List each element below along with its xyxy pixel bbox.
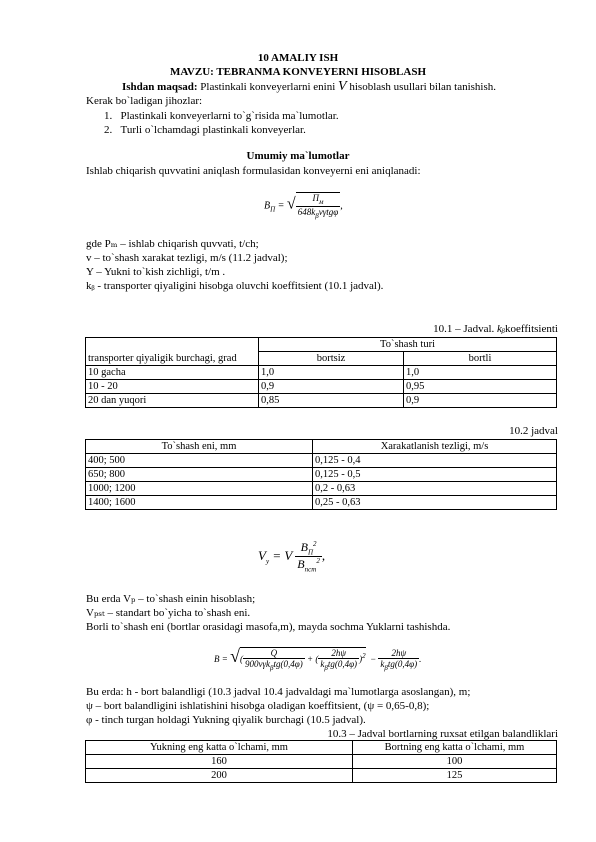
definition-line: Vₚₛₜ – standart bo`yicha to`shash eni. [86, 607, 251, 619]
table-row: 10 - 20 0,9 0,95 [86, 380, 557, 394]
goal-line [122, 80, 496, 94]
definition-line: v – to`shash xarakat tezligi, m/s (11.2 jadval); [86, 252, 288, 264]
goal-var: V [338, 79, 347, 94]
table-row: 200 125 [86, 769, 557, 783]
definition-line: φ - tinch turgan holdagi Yukning qiyalik burchagi (10.5 jadval). [86, 714, 366, 726]
table2-header: Xarakatlanish tezligi, m/s [313, 440, 557, 454]
table3-caption: 10.3 – Jadval bortlarning ruxsat etilgan balandliklari [327, 728, 558, 740]
page-subtitle: MAVZU: TEBRANMA KONVEYERNI HISOBLASH [170, 66, 426, 78]
table-row: 10 gacha 1,0 1,0 [86, 366, 557, 380]
table-row: 1000; 1200 0,2 - 0,63 [86, 482, 557, 496]
definition-line: Y – Yukni to`kish zichligi, t/m . [86, 266, 226, 278]
table-row: 160 100 [86, 755, 557, 769]
definition-line: Bu erda Vₚ – to`shash einin hisoblash; [86, 593, 256, 605]
table-row: 400; 500 0,125 - 0,4 [86, 454, 557, 468]
table-row: 650; 800 0,125 - 0,5 [86, 468, 557, 482]
section-heading: Umumiy ma`lumotlar [246, 150, 350, 162]
formula-board-width: B = √( $\frac{Q}{900v\gamma k_\beta tg(0,4\varphi)}$ + ( $\frac{2h\psi}{k_\beta tg(0,4\varphi)}$ )$^2$ − $\frac{2h\psi}{k_\beta tg(0,4\varphi)}$ . [214, 646, 422, 672]
goal-label: Ishdan maqsad: [122, 81, 198, 93]
table1-header-col: bortli [404, 352, 557, 366]
table-row: 20 dan yuqori 0,85 0,9 [86, 394, 557, 408]
definition-line: gde Pₘ – ishlab chiqarish quvvati, t/ch; [86, 238, 259, 250]
definition-line: Bu erda: h - bort balandligi (10.3 jadval 10.4 jadvaldagi ma`lumotlarga asoslangan), m; [86, 686, 471, 698]
table2-header: To`shash eni, mm [86, 440, 313, 454]
definition-line: kᵦ - transporter qiyaligini hisobga oluvchi koeffitsient (10.1 jadval). [86, 280, 384, 292]
definition-line: ψ – bort balandligini ishlatishini hisobga oladigan koeffitsient, (ψ = 0,65-0,8); [86, 700, 430, 712]
formula-speed: $V_у = V$ $\frac{B_П^2}{B_{пст}^2}$ , [258, 540, 326, 574]
table-speed [85, 439, 557, 510]
goal-text-2: hisoblash usullari bilan tanishish. [346, 81, 497, 93]
table3-header: Bortning eng katta o`lchami, mm [353, 741, 557, 755]
table1-caption: 10.1 – Jadval. kᵦkoeffitsienti [433, 323, 558, 335]
table1-header-col: bortsiz [259, 352, 404, 366]
goal-text-1: Plastinkali konveyerlarni enini [197, 81, 339, 93]
formula-width: $B_П$ = √ $\frac{П_м}{648k_\beta v\gamma tg\varphi}$ , [264, 193, 343, 220]
table-beta-coefficient [85, 337, 557, 408]
table1-header-group: To`shash turi [259, 338, 557, 352]
table3-header: Yukning eng katta o`lchami, mm [86, 741, 353, 755]
table-board-heights [85, 740, 557, 783]
table-row: 1400; 1600 0,25 - 0,63 [86, 496, 557, 510]
table2-caption: 10.2 jadval [509, 425, 558, 437]
table1-header-angle: transporter qiyaligik burchagi, grad [86, 338, 259, 366]
equipment-item: 2. Turli o`lchamdagi plastinkali konveyerlar. [104, 124, 306, 136]
equipment-item: 1. Plastinkali konveyerlarni to`g`risida ma`lumotlar. [104, 110, 339, 122]
definition-line: Borli to`shash eni (bortlar orasidagi masofa,m), mayda sochma Yuklarni tashishda. [86, 621, 451, 633]
page-title: 10 AMALIY ISH [257, 52, 339, 64]
equipment-heading: Kerak bo`ladigan jihozlar: [86, 95, 203, 107]
intro-text: Ishlab chiqarish quvvatini aniqlash formulasidan konveyerni eni aniqlanadi: [86, 165, 421, 177]
